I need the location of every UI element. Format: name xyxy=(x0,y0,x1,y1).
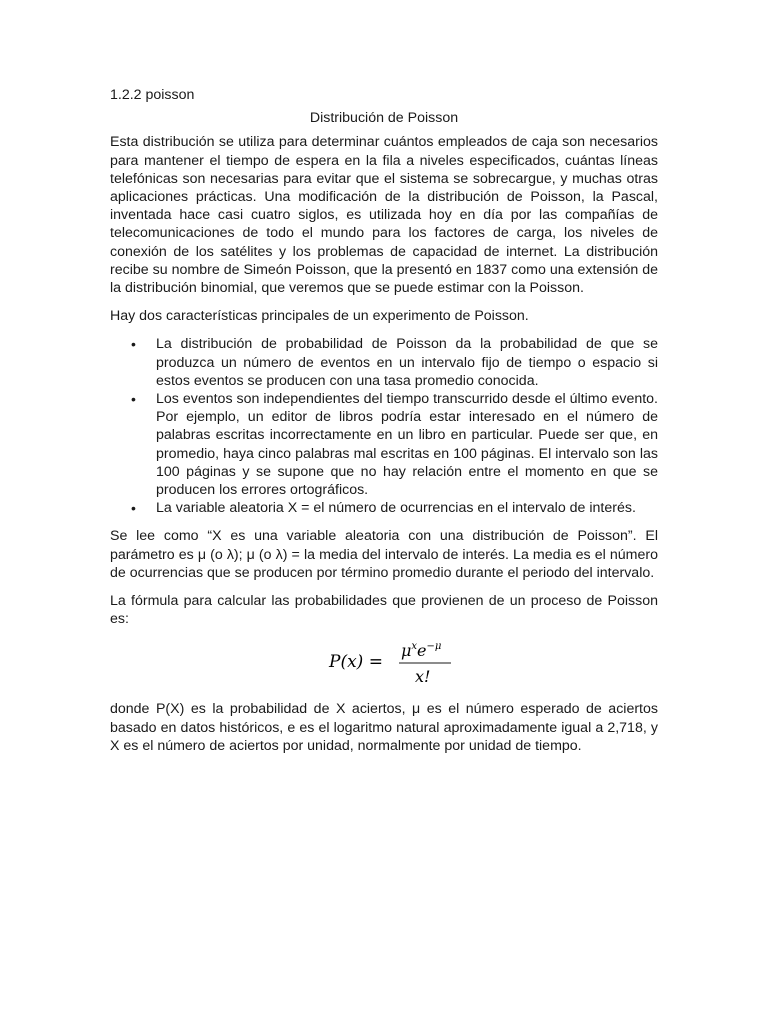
characteristics-list xyxy=(110,335,658,517)
paragraph-reading: Se lee como “X es una variable aleatoria con una distribución de Poisson”. El parámetro es μ (o λ); μ (o λ) = la media del intervalo de interés. La media es el número de ocurrencias que se producen por término promedio durante el periodo del intervalo. xyxy=(110,528,658,581)
bullet-icon: • xyxy=(131,391,136,408)
formula-numerator: $\mu^xe^{-\mu}$ xyxy=(401,641,442,661)
document-body xyxy=(110,86,658,755)
poisson-formula xyxy=(110,634,658,690)
bullet-icon: • xyxy=(131,336,136,353)
formula-lhs: P(x) = xyxy=(329,652,383,673)
paragraph-characteristics: Hay dos características principales de un experimento de Poisson. xyxy=(110,308,529,325)
list-item xyxy=(110,390,658,499)
formula-graphic xyxy=(325,634,455,690)
paragraph-intro: Esta distribución se utiliza para determinar cuántos empleados de caja son necesarios para mantener el tiempo de espera en la fila a niveles especificados, cuántas líneas telefónicas son necesarias para evitar que el sistema se sobrecargue, y muchas otras aplicaciones prácticas. Una modificación de la distribución de Poisson, la Pascal, inventada hace casi cuatro siglos, es utilizada hoy en día por las compañías de telecomunicaciones de todo el mundo para los factores de carga, los niveles de conexión de los satélites y los problemas de capacidad de internet. La distribución recibe su nombre de Simeón Poisson, que la presentó en 1837 como una extensión de la distribución binomial, que veremos que se puede estimar con la Poisson. xyxy=(110,134,658,297)
list-item-text: La distribución de probabilidad de Poisson da la probabilidad de que se produzca un número de eventos en un intervalo fijo de tiempo o espacio si estos eventos se producen con una tasa promedio conocida. xyxy=(156,336,658,389)
list-item xyxy=(110,499,658,517)
document-title: Distribución de Poisson xyxy=(309,110,459,127)
bullet-icon: • xyxy=(131,500,136,517)
list-item xyxy=(110,335,658,390)
paragraph-definitions: donde P(X) es la probabilidad de X aciertos, μ es el número esperado de aciertos basado en datos históricos, e es el logaritmo natural aproximadamente igual a 2,718, y X es el número de aciertos por unidad, normalmente por unidad de tiempo. xyxy=(110,701,658,754)
paragraph-formula-intro: La fórmula para calcular las probabilidades que provienen de un proceso de Poisson es: xyxy=(110,593,658,628)
formula-denominator: x! xyxy=(415,667,431,687)
section-label: 1.2.2 poisson xyxy=(110,87,195,103)
list-item-text: Los eventos son independientes del tiempo transcurrido desde el último evento. Por ejemplo, un editor de libros podría estar interesado en el número de palabras escritas incorrectamente en un libro en particular. Puede ser que, en promedio, haya cinco palabras mal escritas en 100 páginas. El intervalo son las 100 páginas y se supone que no hay relación entre el momento en que se producen los errores ortográficos. xyxy=(156,391,658,499)
list-item-text: La variable aleatoria X = el número de ocurrencias en el intervalo de interés. xyxy=(156,500,636,517)
